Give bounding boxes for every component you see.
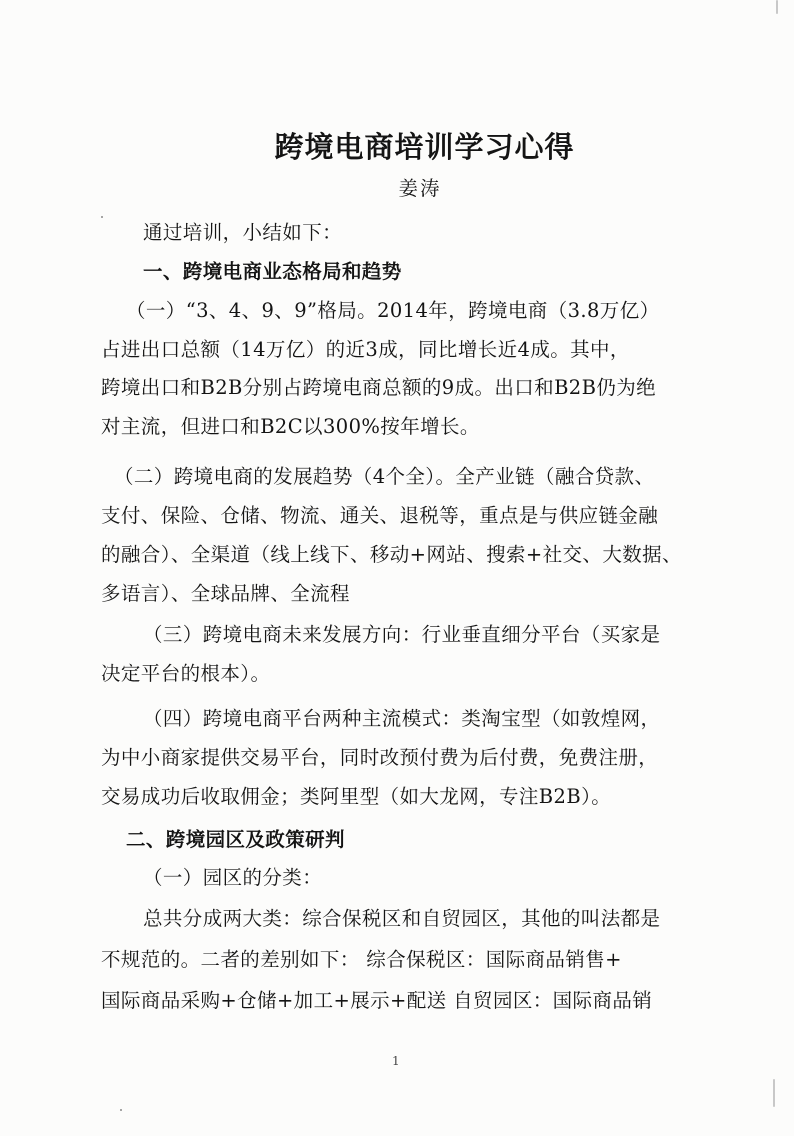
paragraph-line: （三）跨境电商未来发展方向：行业垂直细分平台（买家是 (143, 623, 661, 646)
paragraph-line: 支付、保险、仓储、物流、通关、退税等，重点是与供应链金融 (101, 504, 659, 527)
section-heading-2: 二、跨境园区及政策研判 (126, 828, 345, 851)
scan-speck (120, 1109, 122, 1111)
paragraph-line: （二）跨境电商的发展趋势（4个全）。全产业链（融合贷款、 (114, 465, 655, 488)
scan-edge-mark (776, 0, 778, 14)
paragraph-line: 交易成功后收取佣金；类阿里型（如大龙网，专注B2B）。 (101, 785, 612, 808)
section-heading-1: 一、跨境电商业态格局和趋势 (143, 260, 402, 283)
scan-speck (101, 216, 103, 218)
paragraph-line: 的融合）、全渠道（线上线下、移动+网站、搜索+社交、大数据、 (101, 543, 682, 566)
paragraph-line: 对主流，但进口和B2C以300%按年增长。 (101, 415, 480, 438)
intro-line: 通过培训，小结如下： (143, 221, 343, 244)
paragraph-line: 多语言）、全球品牌、全流程 (101, 582, 350, 605)
document-title: 跨境电商培训学习心得 (274, 130, 575, 164)
paragraph-line: 国际商品采购+仓储+加工+展示+配送 自贸园区：国际商品销 (101, 989, 653, 1012)
scan-edge-mark (773, 1079, 775, 1107)
paragraph-line: 不规范的。二者的差别如下： 综合保税区：国际商品销售+ (101, 948, 622, 971)
paragraph-line: 为中小商家提供交易平台，同时改预付费为后付费，免费注册， (101, 746, 659, 769)
paragraph-line: 决定平台的根本）。 (101, 662, 271, 685)
paragraph-line: 跨境出口和B2B分别占跨境电商总额的9成。出口和B2B仍为绝 (101, 376, 657, 399)
document-author: 姜涛 (398, 177, 442, 200)
paragraph-line: （四）跨境电商平台两种主流模式：类淘宝型（如敦煌网， (143, 707, 661, 730)
page-number: 1 (392, 1054, 400, 1068)
paragraph-line: 占进出口总额（14万亿）的近3成，同比增长近4成。其中， (101, 338, 630, 361)
paragraph-line: 总共分成两大类：综合保税区和自贸园区，其他的叫法都是 (143, 907, 661, 930)
subsection-heading: （一）园区的分类： (143, 866, 323, 889)
paragraph-line: （一）“3、4、9、9”格局。2014年，跨境电商（3.8万亿） (126, 299, 660, 322)
